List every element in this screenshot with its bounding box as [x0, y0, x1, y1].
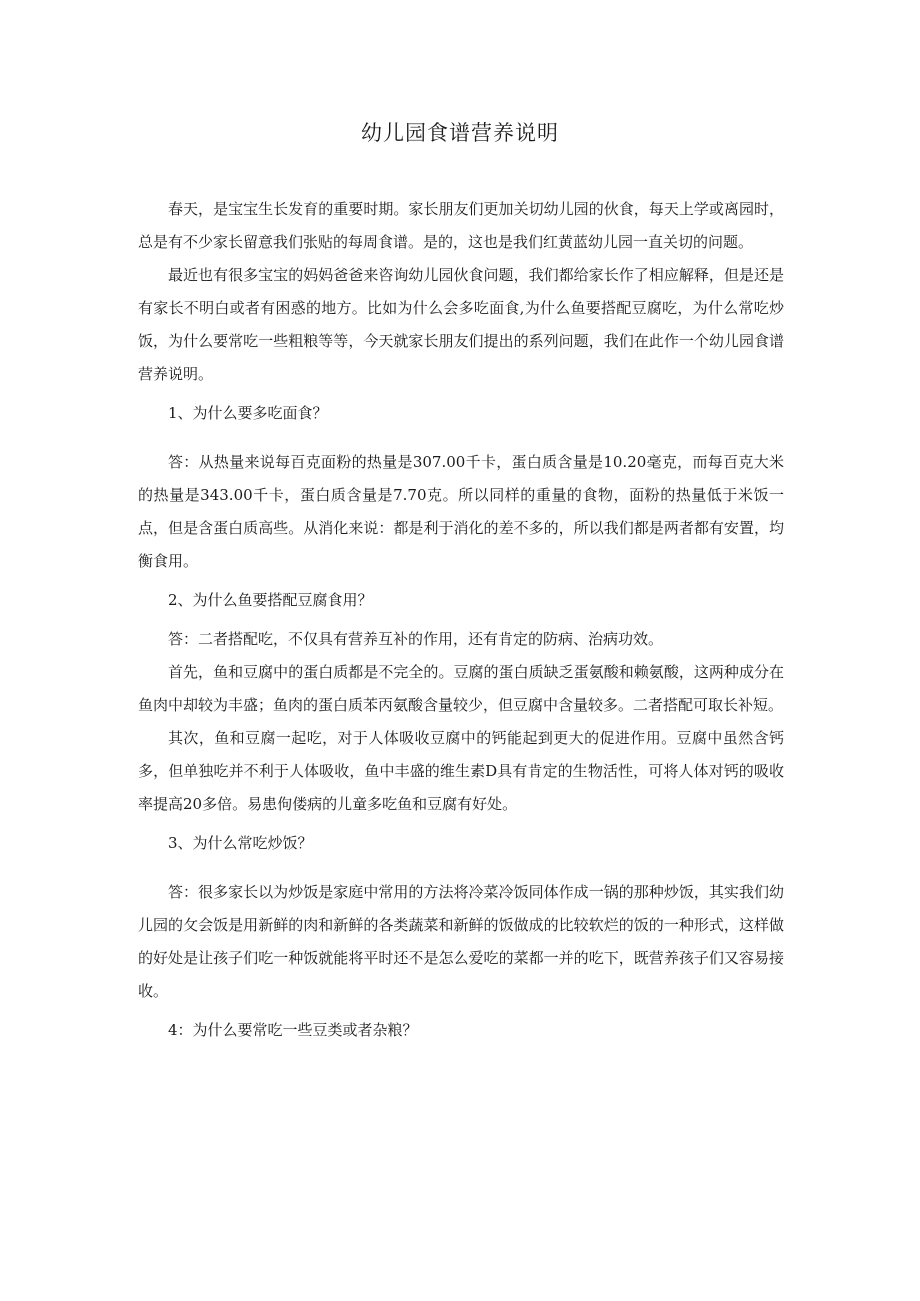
- question-3-heading: 3、为什么常吃炒饭？: [168, 834, 313, 852]
- paragraph-background: 最近也有很多宝宝的妈妈爸爸来咨询幼儿园伙食问题，我们都给家长作了相应解释，但是还是有家长不明白或者有困惑的地方。比如为什么会多吃面食,为什么鱼要搭配豆腐吃，为什么常吃炒饭，为什么要常吃一些粗粮等等，今天就家长朋友们提出的系列问题，我们在此作一个幼儿园食谱营养说明。: [138, 266, 784, 383]
- paragraph-intro: 春天，是宝宝生长发育的重要时期。家长朋友们更加关切幼儿园的伙食，每天上学或离园时，总是有不少家长留意我们张贴的每周食谱。是的，这也是我们红黄蓝幼儿园一直关切的问题。: [138, 200, 784, 251]
- page-title: 幼儿园食谱营养说明: [361, 121, 559, 145]
- question-1-heading: 1、为什么要多吃面食？: [168, 404, 328, 422]
- question-4-heading: 4：为什么要常吃一些豆类或者杂粮？: [168, 1021, 418, 1039]
- answer-2-second-point: 其次，鱼和豆腐一起吃，对于人体吸收豆腐中的钙能起到更大的促进作用。豆腐中虽然含钙多，但单独吃并不利于人体吸收，鱼中丰盛的维生素D具有肯定的生物活性，可将人体对钙的吸收率提高20多倍。易患佝偻病的儿童多吃鱼和豆腐有好处。: [138, 729, 784, 813]
- answer-2: 答：二者搭配吃，不仅具有营养互补的作用，还有肯定的防病、治病功效。: [168, 630, 664, 648]
- document-body: [138, 193, 784, 1047]
- answer-1: 答：从热量来说每百克面粉的热量是307.00千卡，蛋白质含量是10.20毫克，而每百克大米的热量是343.00千卡，蛋白质含量是7.70克。所以同样的重量的食物，面粉的热量低于米饭一点，但是含蛋白质高些。从消化来说：都是利于消化的差不多的，所以我们都是两者都有安置，均衡食用。: [138, 453, 784, 570]
- question-2-heading: 2、为什么鱼要搭配豆腐食用？: [168, 591, 373, 609]
- answer-3: 答：很多家长以为炒饭是家庭中常用的方法将冷菜冷饭同体作成一锅的那种炒饭，其实我们幼儿园的攵会饭是用新鲜的肉和新鲜的各类蔬菜和新鲜的饭做成的比较软烂的饭的一种形式，这样做的好处是让孩子们吃一种饭就能将平时还不是怎么爱吃的菜都一并的吃下，既营养孩子们又容易接收。: [138, 883, 784, 1000]
- answer-2-first-point: 首先，鱼和豆腐中的蛋白质都是不完全的。豆腐的蛋白质缺乏蛋氨酸和赖氨酸，这两种成分在鱼肉中却较为丰盛；鱼肉的蛋白质苯丙氨酸含量较少，但豆腐中含量较多。二者搭配可取长补短。: [138, 663, 784, 714]
